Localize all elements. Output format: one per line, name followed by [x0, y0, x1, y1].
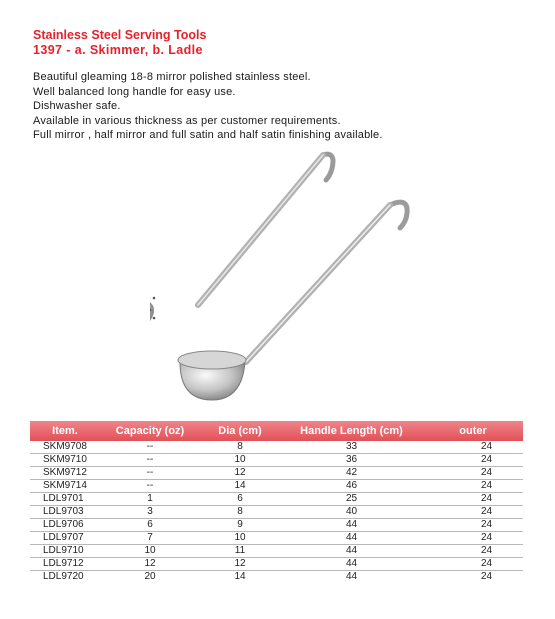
table-row: [30, 571, 523, 584]
handle-length-cell: 44: [280, 558, 423, 571]
handle-length-cell: 25: [280, 493, 423, 506]
outer-cell: 24: [423, 545, 523, 558]
product-title: Stainless Steel Serving Tools: [33, 28, 207, 42]
capacity-cell: 10: [100, 545, 200, 558]
column-header-outer: outer: [459, 425, 487, 437]
handle-length-cell: 44: [280, 545, 423, 558]
table-row: [30, 441, 523, 454]
outer-cell: 24: [423, 519, 523, 532]
item-cell: LDL9720: [43, 571, 84, 582]
outer-cell: 24: [423, 467, 523, 480]
outer-cell: 24: [481, 571, 493, 582]
table-row: [30, 493, 523, 506]
table-row: [30, 519, 523, 532]
ladle-image: [178, 202, 407, 400]
handle-length-cell: 46: [280, 480, 423, 493]
column-header-capacity: Capacity (oz): [115, 425, 185, 437]
diameter-cell: 12: [200, 558, 280, 571]
item-cell: LDL9712: [30, 558, 100, 571]
capacity-cell: --: [100, 467, 200, 480]
description-line: Dishwasher safe.: [33, 100, 121, 112]
product-subtitle: 1397 - a. Skimmer, b. Ladle: [33, 43, 203, 57]
table-row: [30, 506, 523, 519]
column-header-diameter: Dia (cm): [218, 425, 262, 437]
outer-cell: 24: [423, 480, 523, 493]
capacity-cell: 6: [100, 519, 200, 532]
table-row: [30, 532, 523, 545]
item-cell: LDL9707: [30, 532, 100, 545]
table-body: [30, 441, 523, 583]
diameter-cell: 12: [200, 467, 280, 480]
diameter-cell: 8: [200, 506, 280, 519]
specification-table: [30, 421, 523, 583]
column-header-handle-length: Handle Length (cm): [300, 425, 403, 437]
description-line: Full mirror , half mirror and full satin and half satin finishing available.: [33, 129, 383, 141]
diameter-cell: 10: [200, 532, 280, 545]
outer-cell: 24: [423, 506, 523, 519]
outer-cell: 24: [423, 493, 523, 506]
capacity-cell: --: [100, 454, 200, 467]
capacity-cell: --: [100, 441, 200, 454]
diameter-cell: 11: [200, 545, 280, 558]
item-cell: LDL9710: [30, 545, 100, 558]
capacity-cell: --: [100, 480, 200, 493]
handle-length-cell: 44: [280, 532, 423, 545]
diameter-cell: 6: [200, 493, 280, 506]
column-header-item: Item.: [52, 425, 78, 437]
diameter-cell: 8: [200, 441, 280, 454]
table-row: [30, 467, 523, 480]
capacity-cell: 3: [100, 506, 200, 519]
outer-cell: 24: [423, 441, 523, 454]
capacity-cell: 7: [100, 532, 200, 545]
outer-cell: 24: [423, 558, 523, 571]
handle-length-cell: 33: [280, 441, 423, 454]
handle-length-cell: 36: [280, 454, 423, 467]
handle-length-cell: 42: [280, 467, 423, 480]
table-row: [30, 480, 523, 493]
handle-length-cell: 40: [280, 506, 423, 519]
diameter-cell: 9: [200, 519, 280, 532]
item-cell: LDL9703: [30, 506, 100, 519]
diameter-cell: 14: [234, 571, 246, 582]
skimmer-hole: [153, 297, 156, 300]
table-row: [30, 454, 523, 467]
handle-length-cell: 44: [345, 571, 358, 582]
item-cell: SKM9710: [30, 454, 100, 467]
description-line: Beautiful gleaming 18-8 mirror polished stainless steel.: [33, 71, 311, 83]
capacity-cell: 12: [100, 558, 200, 571]
table-header-row: [30, 421, 523, 441]
description-line: Well balanced long handle for easy use.: [33, 85, 236, 98]
handle-length-cell: 44: [280, 519, 423, 532]
capacity-cell: 1: [100, 493, 200, 506]
item-cell: SKM9708: [30, 441, 100, 454]
diameter-cell: 14: [200, 480, 280, 493]
skimmer-image: [150, 154, 333, 355]
item-cell: SKM9712: [30, 467, 100, 480]
description-line: Available in various thickness as per customer requirements.: [33, 114, 341, 127]
diameter-cell: 10: [200, 454, 280, 467]
outer-cell: 24: [423, 454, 523, 467]
item-cell: LDL9706: [30, 519, 100, 532]
table-row: [30, 545, 523, 558]
item-cell: SKM9714: [30, 480, 100, 493]
table-row: [30, 558, 523, 571]
skimmer-hole: [153, 317, 156, 320]
capacity-cell: 20: [144, 571, 156, 582]
product-photo: [150, 150, 420, 410]
item-cell: LDL9701: [30, 493, 100, 506]
product-description: [33, 70, 383, 143]
outer-cell: 24: [423, 532, 523, 545]
